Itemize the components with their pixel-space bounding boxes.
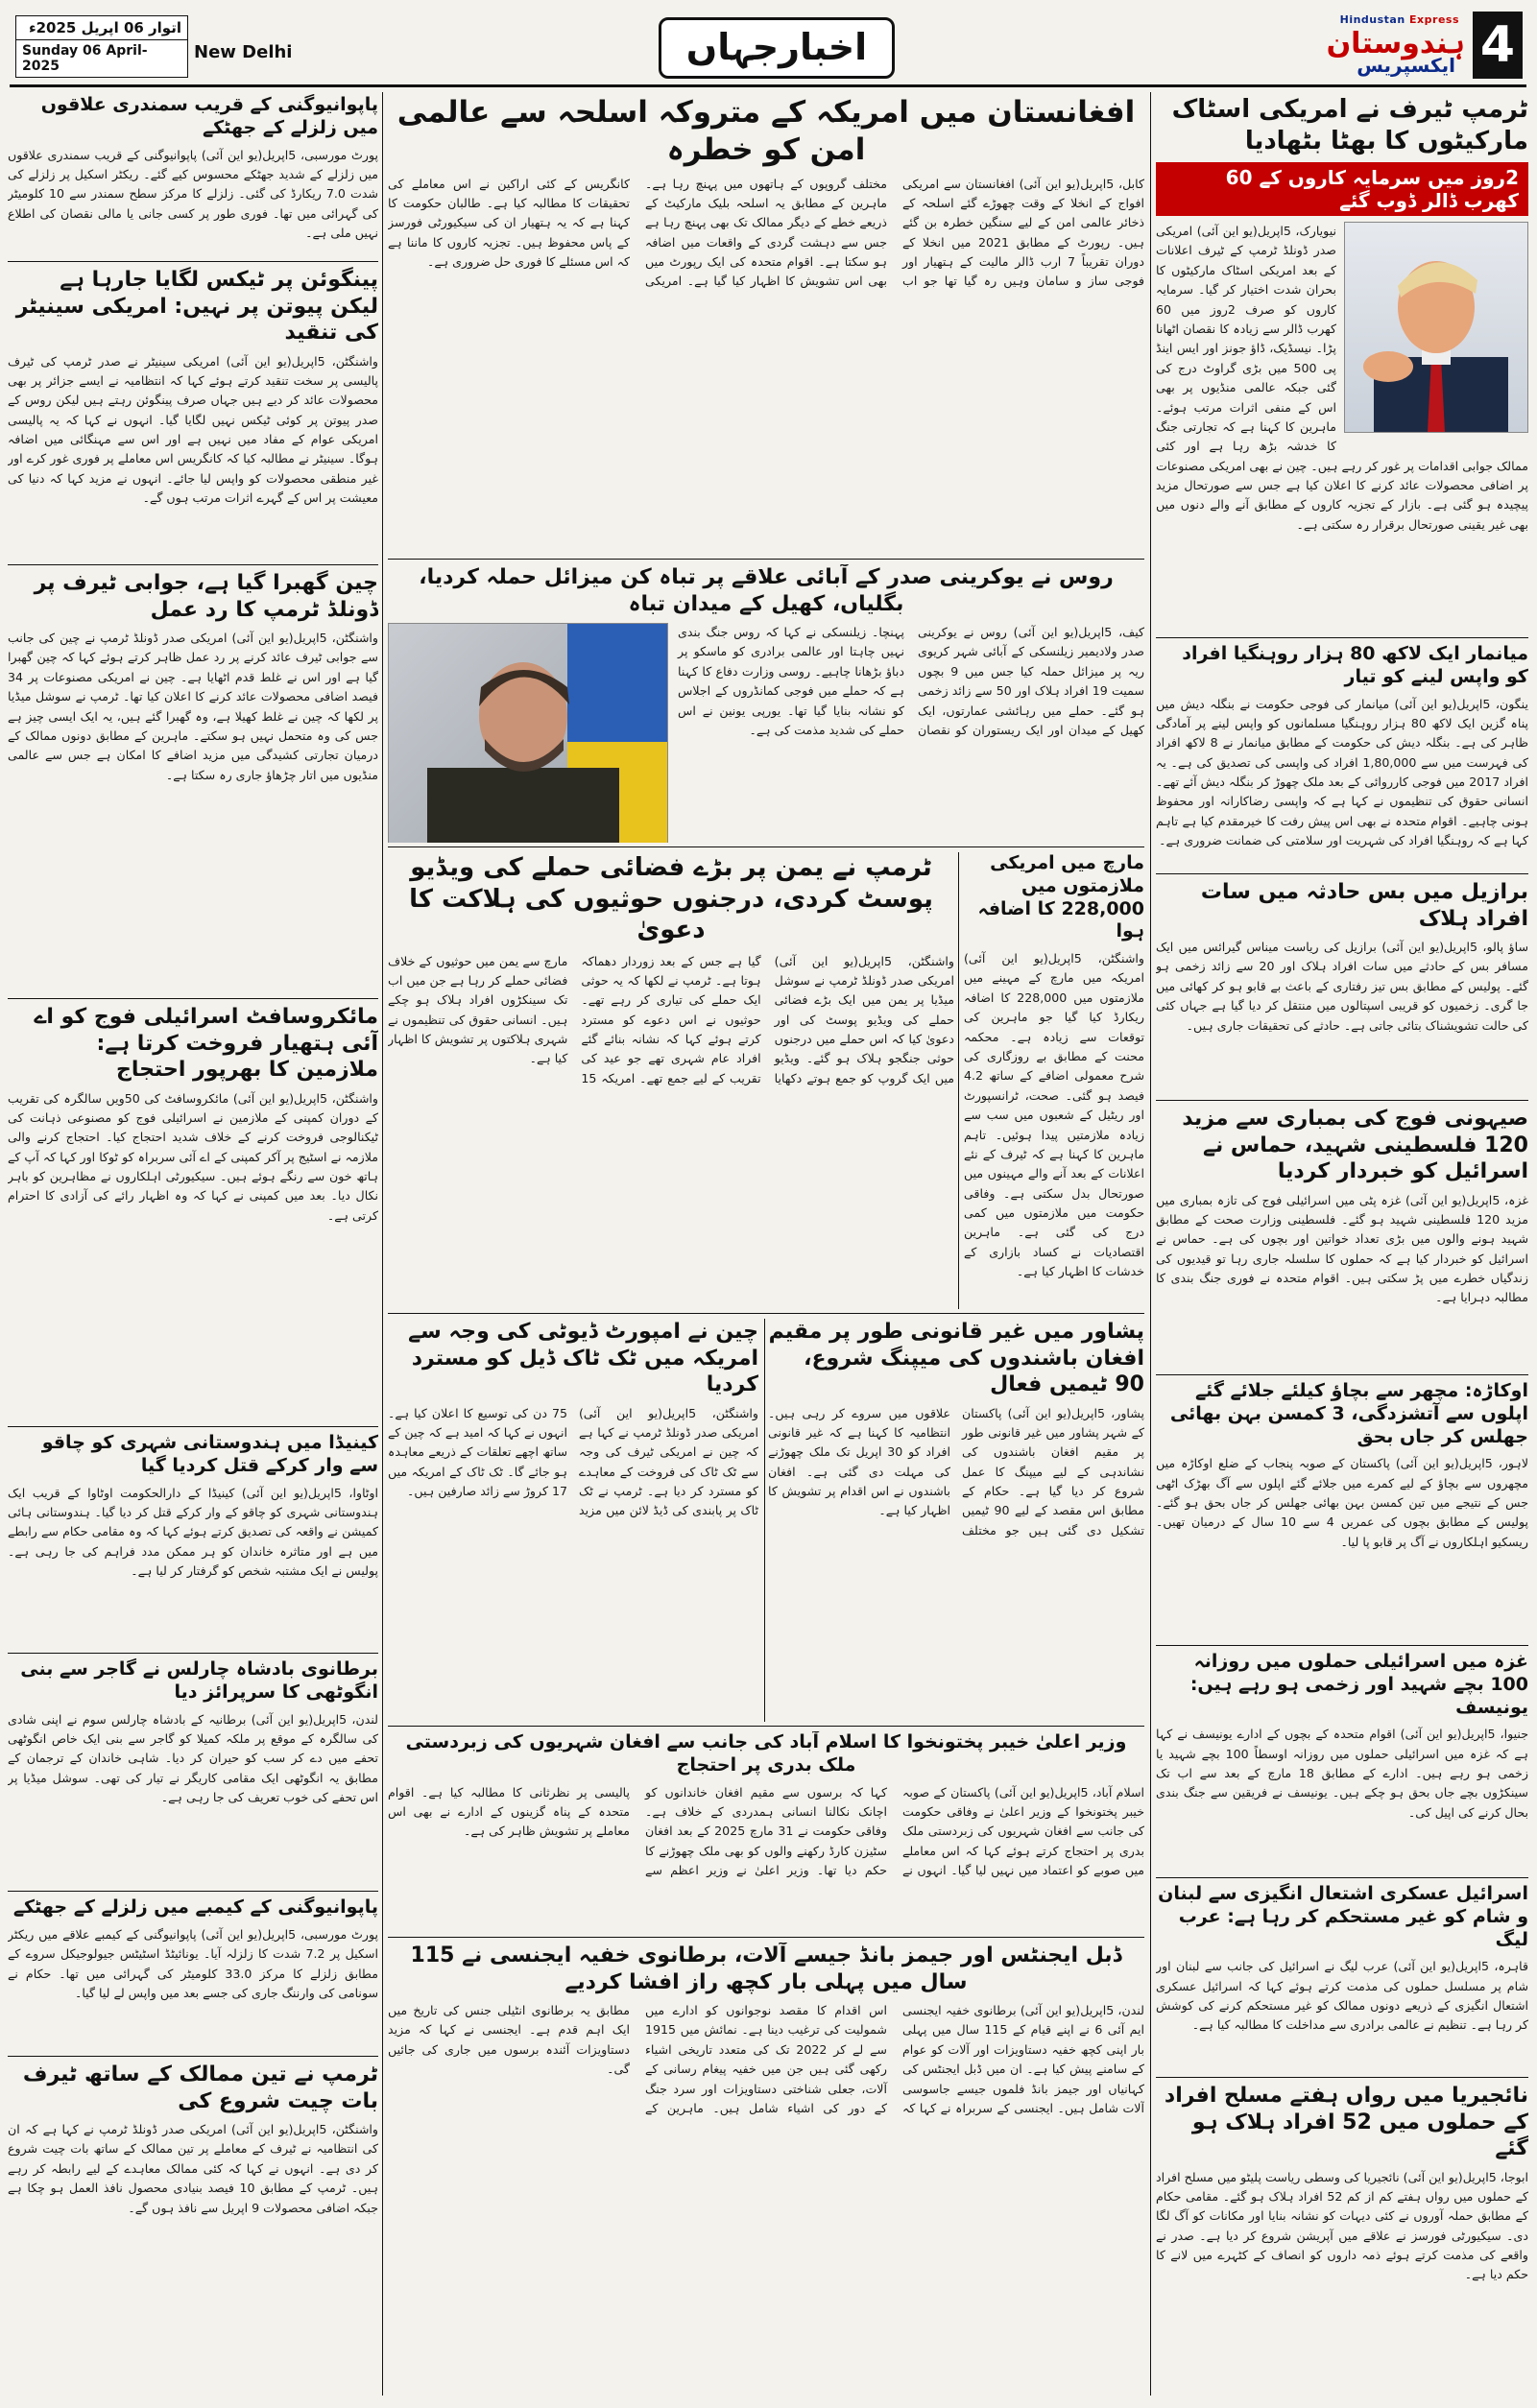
subheadline: 2روز میں سرمایہ کاروں کے 60 کھرب ڈالر ڈوب گئے — [1156, 162, 1528, 216]
article-king-charles — [8, 1658, 378, 1887]
article-microsoft — [8, 1004, 378, 1422]
headline: روس نے یوکرینی صدر کے آبائی علاقے پر تباہ کن میزائل حملہ کردیا، بگلیاں، کھیل کے میدان تباہ — [419, 565, 1114, 616]
masthead — [10, 6, 1526, 87]
article-us-jobs — [964, 852, 1144, 1309]
headline: چین گھبرا گیا ہے، جوابی ٹیرف پر ڈونلڈ ٹرمپ کا رد عمل — [34, 571, 378, 622]
article-body: واشنگٹن، 5اپریل(یو این آئی) امریکی صدر ڈونلڈ ٹرمپ نے چین کی جانب سے جوابی ٹیرف عائد کرنے پر رد عمل ظاہر کرتے ہوئے کہا کہ چین گھبرا گیا ہے اور اس نے غلط قدم اٹھایا ہے۔ چین نے امریکی مصنوعات پر 34 فیصد اضافی محصولات عائد کرنے کا اعلان کیا تھا۔ ٹرمپ نے سوشل میڈیا پر لکھا کہ چین نے غلط کھیلا ہے، وہ گھبرا گئے ہیں، یہ ایک ایسی چیز ہے جس کی وہ متحمل نہیں ہو سکتے۔ ماہرین کے مطابق دونوں ممالک کے درمیان تجارتی کشیدگی میں مزید اضافے کا امکان ہے جس سے عالمی منڈیوں میں اتار چڑھاؤ جاری رہ سکتا ہے۔ — [8, 631, 378, 782]
article-body: واشنگٹن، 5اپریل(یو این آئی) امریکی صدر ڈونلڈ ٹرمپ نے کہا ہے کہ ان کی انتظامیہ نے ٹیرف کے معاملے پر تین ممالک کے ساتھ بات چیت شروع کر دی ہے۔ انہوں نے کہا کہ کئی ممالک معاہدے کے لیے رابطہ کر رہے ہیں۔ ٹرمپ کے مطابق 10 فیصد بنیادی محصول نافذ العمل ہو چکا ہے جبکہ اضافی محصولات 9 اپریل سے نافذ ہوں گے۔ — [8, 2122, 378, 2215]
article-body: ینگون، 5اپریل(یو این آئی) میانمار کی فوجی حکومت نے بنگلہ دیش میں پناہ گزین ایک لاکھ 80 ہزار روہنگیا مسلمانوں کو واپس لینے پر آمادگی ظاہر کی ہے۔ بنگلہ دیش کی حکومت کے مطابق میانمار نے 8 لاکھ افراد کی فہرست میں سے 1,80,000 افراد کی واپسی کی تصدیق کی ہے۔ یہ افراد 2017 میں فوجی کارروائی کے بعد ملک چھوڑ کر بنگلہ دیش آئے تھے۔ انسانی حقوق کی تنظیموں نے کہا ہے کہ واپسی رضاکارانہ اور محفوظ ہونی چاہیے۔ اقوام متحدہ نے بھی اس پیش رفت کا خیرمقدم کیا ہے تاہم کہا ہے کہ روہنگیا افراد کی شہریت اور سلامتی کی ضمانت ضروری ہے۔ — [1156, 696, 1528, 848]
headline: وزیر اعلیٰ خیبر پختونخوا کا اسلام آباد کی جانب سے افغان شہریوں کی زبردستی ملک بدری پر احتجاج — [405, 1731, 1127, 1776]
article-kp-cm — [388, 1731, 1144, 1933]
article-body: پورٹ مورسبی، 5اپریل(یو این آئی) پاپوانیوگنی کے قریب سمندری علاقوں میں زلزلے کے شدید جھٹکے محسوس کیے گئے۔ ریکٹر اسکیل پر زلزلے کی شدت 7.0 ریکارڈ کی گئی۔ زلزلے کا مرکز سطح سمندر سے 10 کلومیٹر کی گہرائی میں تھا۔ فوری طور پر کسی جانی یا مالی نقصان کی اطلاع نہیں ملی ہے۔ — [8, 147, 378, 241]
article-gaza-100 — [1156, 1651, 1528, 1873]
article-body: کیف، 5اپریل(یو این آئی) روس نے یوکرینی صدر ولادیمیر زیلنسکی کے آبائی شہر کریوی ریہ پر میزائل حملہ کیا جس میں 9 بچوں سمیت 19 افراد ہلاک اور 50 سے زائد زخمی ہو گئے۔ حملے میں رہائشی عمارتوں، ایک کھیل کے میدان اور ایک ریستوران کو نقصان پہنچا۔ زیلنسکی نے کہا کہ روس جنگ بندی نہیں چاہتا اور عالمی برادری کو ماسکو پر دباؤ بڑھانا چاہیے۔ روسی وزارت دفاع کا کہنا ہے کہ حملے میں فوجی کمانڈروں کے اجلاس کو نشانہ بنایا گیا تھا۔ یورپی یونین نے اس حملے کی شدید مذمت کی ہے۔ — [678, 625, 1144, 737]
article-body: واشنگٹن، 5اپریل(یو این آئی) مائکروسافٹ کی 50ویں سالگرہ کی تقریب کے دوران کمپنی کے ملازمین نے اسرائیلی فوج کو مصنوعی ذہانت کی ٹیکنالوجی فروخت کرنے کے خلاف شدید احتجاج کیا۔ احتجاج کرنے والی ملازمہ نے اسٹیج پر آکر کمپنی کے اے آئی سربراہ کو ٹوکا اور کہا کہ آپ کے ہاتھ خون سے رنگے ہوئے ہیں۔ سیکیورٹی اہلکاروں نے مظاہرین کو باہر نکال دیا۔ بعد میں کمپنی نے کہا کہ وہ اظہار رائے کی آزادی کا احترام کرتی ہے۔ — [8, 1090, 378, 1223]
date-box — [15, 15, 188, 78]
headline: ڈبل ایجنٹس اور جیمز بانڈ جیسے آلات، برطانوی خفیہ ایجنسی نے 115 سال میں پہلی بار کچھ راز افشا کردیے — [410, 1943, 1122, 1994]
headline: اسرائیل عسکری اشتعال انگیزی سے لبنان و شام کو غیر مستحکم کر رہا ہے: عرب لیگ — [1158, 1883, 1528, 1950]
headline: غزہ میں اسرائیلی حملوں میں روزانہ 100 بچے شہید اور زخمی ہو رہے ہیں: یونیسف — [1189, 1651, 1528, 1718]
headline: افغانستان میں امریکہ کے متروکہ اسلحہ سے عالمی امن کو خطرہ — [396, 95, 1136, 167]
article-trump-yemen — [388, 852, 954, 1309]
headline: پینگوئن پر ٹیکس لگایا جارہا ہے لیکن پیوتن پر نہیں: امریکی سینیٹر کی تنقید — [15, 268, 378, 345]
article-body: لاہور، 5اپریل(یو این آئی) پاکستان کے صوبہ پنجاب کے ضلع اوکاڑہ میں مچھروں سے بچاؤ کے لیے کمرے میں جلائے گئے اپلوں سے آگ بھڑک اٹھی جس کے نتیجے میں تین کمسن بہن بھائی جھلس کر جاں بحق ہو گئے۔ پولیس کے مطابق بچوں کی عمریں 4 سے 10 سال کے درمیان تھیں۔ ریسکیو اہلکاروں نے آگ پر قابو پا لیا۔ — [1156, 1456, 1528, 1549]
section-title: اخبارجہاں — [659, 17, 895, 79]
article-uk-intelligence — [388, 1943, 1144, 2399]
article-papua-quake — [8, 94, 378, 257]
column-rule — [382, 92, 383, 2396]
headline: اوکاڑہ: مچھر سے بچاؤ کیلئے جلائے گئے اپلوں سے آتشزدگی، 3 کمسن بہن بھائی جھلس کر جاں بحق — [1169, 1380, 1528, 1447]
article-body: لندن، 5اپریل(یو این آئی) برطانوی خفیہ ایجنسی ایم آئی 6 نے اپنے قیام کے 115 سال میں پہلی بار اپنی کچھ خفیہ دستاویزات اور آلات کو عوام کے سامنے پیش کیا ہے۔ ان میں ڈبل ایجنٹس کی کہانیاں اور جیمز بانڈ فلموں جیسے جاسوسی آلات شامل ہیں۔ ایجنسی کے سربراہ نے کہا کہ اس اقدام کا مقصد نوجوانوں کو ادارے میں شمولیت کی ترغیب دینا ہے۔ نمائش میں 1915 سے لے کر 2022 تک کی متعدد تاریخی اشیاء رکھی گئی ہیں جن میں خفیہ پیغام رسانی کے آلات، جعلی شناختی دستاویزات اور سرد جنگ کے دور کی اشیاء شامل ہیں۔ ماہرین کے مطابق یہ برطانوی انٹیلی جنس کی تاریخ میں ایک اہم قدم ہے۔ ایجنسی نے کہا کہ مزید دستاویزات آئندہ برسوں میں جاری کی جائیں گی۔ — [388, 2003, 1144, 2115]
article-body: واشنگٹن، 5اپریل(یو این آئی) امریکی صدر ڈونلڈ ٹرمپ نے سوشل میڈیا پر یمن میں ایک بڑے فضائی حملے کی ویڈیو پوسٹ کی اور دعویٰ کیا کہ اس حملے میں درجنوں حوثی جنگجو ہلاک ہو گئے۔ ویڈیو میں ایک گروپ کو جمع ہوتے دکھایا گیا ہے جس کے بعد زوردار دھماکہ ہوتا ہے۔ ٹرمپ نے لکھا کہ یہ حوثی ایک حملے کی تیاری کر رہے تھے۔ حوثیوں نے اس دعوے کو مسترد کرتے ہوئے کہا کہ نشانہ بنائے گئے افراد عام شہری تھے جو عید کی تقریب کے لیے جمع تھے۔ امریکہ 15 مارچ سے یمن میں حوثیوں کے خلاف فضائی حملے کر رہا ہے جن میں اب تک سینکڑوں افراد ہلاک ہو چکے ہیں۔ انسانی حقوق کی تنظیموں نے شہری ہلاکتوں پر تشویش کا اظہار کیا ہے۔ — [388, 953, 954, 1085]
article-trump-tariff — [1156, 94, 1528, 633]
article-body: ساؤ پالو، 5اپریل(یو این آئی) برازیل کی ریاست میناس گیرائس میں ایک مسافر بس کے حادثے میں سات افراد ہلاک اور 20 سے زائد زخمی ہو گئے۔ پولیس کے مطابق بس تیز رفتاری کے باعث بے قابو ہو کر کھائی میں جا گری۔ زخمیوں کو قریبی اسپتالوں میں منتقل کر دیا گیا ہے جہاں کئی کی حالت تشویشناک بتائی جاتی ہے۔ حادثے کی تحقیقات جاری ہیں۔ — [1156, 940, 1528, 1033]
headline: پاپوانیوگنی کے کیمبے میں زلزلے کے جھٹکے — [12, 1896, 378, 1918]
article-body: غزہ، 5اپریل(یو این آئی) غزہ پٹی میں اسرائیلی فوج کی تازہ بمباری میں مزید 120 فلسطینی شہید ہو گئے۔ فلسطینی وزارت صحت کے مطابق شہید ہونے والوں میں بڑی تعداد خواتین اور بچوں کی ہے۔ حماس نے اسرائیل کو خبردار کیا ہے کہ حملوں کا سلسلہ جاری رہا تو قیدیوں کی زندگیاں خطرے میں پڑ سکتی ہیں۔ اقوام متحدہ نے فوری جنگ بندی کا مطالبہ دہرایا ہے۔ — [1156, 1192, 1528, 1305]
article-body: ابوجا، 5اپریل(یو این آئی) نائجیریا کی وسطی ریاست پلیٹو میں مسلح افراد کے حملوں میں رواں ہفتے کم از کم 52 افراد ہلاک ہو گئے۔ مقامی حکام کے مطابق حملہ آوروں نے کئی دیہات کو نشانہ بنایا اور مکانات کو آگ لگا دی۔ سیکیورٹی فورسز نے علاقے میں آپریشن شروع کر دیا ہے۔ صدر نے واقعے کی مذمت کرتے ہوئے ذمہ داروں کو انصاف کے کٹہرے میں لانے کا حکم دیا ہے۔ — [1156, 2169, 1528, 2282]
date-urdu: اتوار 06 اپریل 2025ء — [16, 16, 187, 40]
date-english: Sunday 06 April-2025 — [22, 43, 148, 74]
headline: مارچ میں امریکی ملازمتوں میں 228,000 کا اضافہ ہوا — [977, 852, 1144, 942]
article-body: لندن، 5اپریل(یو این آئی) برطانیہ کے بادشاہ چارلس سوم نے اپنی شادی کی سالگرہ کے موقع پر ملکہ کمیلا کو گاجر سے بنی ایک خاص انگوٹھی تحفے میں دے کر سب کو حیران کر دیا۔ شاہی خاندان کے ترجمان کے مطابق یہ انگوٹھی ایک مقامی کاریگر نے تیار کی تھی۔ سوشل میڈیا پر اس تحفے کی خوب تعریف کی جا رہی ہے۔ — [8, 1711, 378, 1805]
article-papua-quake-2 — [8, 1896, 378, 2052]
article-trump-three-countries — [8, 2062, 378, 2399]
headline: پشاور میں غیر قانونی طور پر مقیم افغان باشندوں کی میپنگ شروع، 90 ٹیمیں فعال — [768, 1320, 1144, 1396]
article-body: پورٹ مورسبی، 5اپریل(یو این آئی) پاپوانیوگنی کے کیمبے علاقے میں ریکٹر اسکیل پر 7.2 شدت کا زلزلہ آیا۔ یونائیٹڈ اسٹیٹس جیولوجیکل سروے کے مطابق زلزلے کا مرکز 33.0 کلومیٹر کی گہرائی میں تھا۔ حکام نے سونامی کی وارننگ جاری کی جسے بعد میں واپس لے لیا گیا۔ — [8, 1926, 378, 2000]
article-body: جنیوا، 5اپریل(یو این آئی) اقوام متحدہ کے بچوں کے ادارے یونیسف نے کہا ہے کہ غزہ میں اسرائیلی حملوں میں روزانہ اوسطاً 100 بچے شہید یا زخمی ہو رہے ہیں۔ ادارے کے مطابق 18 مارچ کے بعد سے اب تک سینکڑوں بچے جاں بحق ہو چکے ہیں۔ یونیسف نے فریقین سے جنگ بندی بحال کرنے کی اپیل کی۔ — [1156, 1727, 1528, 1820]
article-china-panic — [8, 570, 378, 994]
article-myanmar — [1156, 643, 1528, 870]
article-russia-ukraine — [388, 564, 1144, 843]
headline: پاپوانیوگنی کے قریب سمندری علاقوں میں زلزلے کے جھٹکے — [40, 94, 378, 138]
article-penguins — [8, 267, 378, 560]
article-body: اوٹاوا، 5اپریل(یو این آئی) کینیڈا کے دارالحکومت اوٹاوا کے قریب ایک ہندوستانی شہری کو چاقو کے وار کرکے قتل کر دیا گیا۔ ہندوستانی ہائی کمیشن نے واقعہ کی تصدیق کرتے ہوئے کہا کہ وہ مقامی حکام سے رابطے میں ہے اور متاثرہ خاندان کو ہر ممکن مدد فراہم کی جا رہی ہے۔ پولیس نے ایک مشتبہ شخص کو گرفتار کر لیا ہے۔ — [8, 1485, 378, 1579]
column-rule — [1150, 92, 1151, 2396]
headline: مائکروسافٹ اسرائیلی فوج کو اے آئی ہتھیار فروخت کرتا ہے: ملازمین کا بھرپور احتجاج — [34, 1005, 378, 1082]
headline: ٹرمپ ٹیرف نے امریکی اسٹاک مارکیٹوں کا بھٹا بٹھادیا — [1171, 95, 1528, 155]
headline: برازیل میں بس حادثہ میں سات افراد ہلاک — [1200, 880, 1528, 931]
article-body: واشنگٹن، 5اپریل(یو این آئی) امریکی سینیٹر نے صدر ٹرمپ کی ٹیرف پالیسی پر سخت تنقید کرتے ہوئے کہا کہ انتظامیہ نے ایسے جزائر پر بھی محصولات عائد کر دیے ہیں جہاں صرف پینگوئن رہتے ہیں لیکن روس کے صدر پیوتن پر کوئی ٹیکس نہیں لگایا گیا۔ انہوں نے کہا کہ یہ پالیسی امریکی عوام کے مفاد میں نہیں ہے اور اس سے مہنگائی میں اضافہ ہوگا۔ سینیٹر نے مطالبہ کیا کہ کانگریس اس معاملے پر فوری غور کرے اور غیر منطقی محصولات کو واپس لیا جائے۔ انہوں نے مزید کہا کہ دنیا کی معیشت پر اس کے گہرے اثرات مرتب ہوں گے۔ — [8, 353, 378, 506]
zelensky-photo — [388, 623, 668, 843]
article-peshawar — [768, 1319, 1144, 1722]
article-body: اسلام آباد، 5اپریل(یو این آئی) پاکستان کے صوبہ خیبر پختونخوا کے وزیر اعلیٰ نے وفاقی حکومت کی جانب سے افغان شہریوں کی زبردستی ملک بدری پر احتجاج کرتے ہوئے کہا کہ اس معاملے میں صوبے کو اعتماد میں نہیں لیا گیا۔ انہوں نے کہا کہ برسوں سے مقیم افغان خاندانوں کو اچانک نکالنا انسانی ہمدردی کے خلاف ہے۔ وفاقی حکومت نے 31 مارچ 2025 کے بعد افغان سٹیزن کارڈ رکھنے والوں کو بھی ملک چھوڑنے کا حکم دیا تھا۔ وزیر اعلیٰ نے وزیر اعظم سے پالیسی پر نظرثانی کا مطالبہ کیا ہے۔ اقوام متحدہ کے پناہ گزینوں کے ادارے نے بھی اس معاملے پر تشویش ظاہر کی ہے۔ — [388, 1784, 1144, 1878]
article-body: کابل، 5اپریل(یو این آئی) افغانستان سے امریکی افواج کے انخلا کے وقت چھوڑے گئے اسلحہ کے ذخائر عالمی امن کے لیے سنگین خطرہ بن گئے ہیں۔ رپورٹ کے مطابق 2021 میں انخلا کے دوران تقریباً 7 ارب ڈالر مالیت کے ہتھیار اور فوجی ساز و سامان وہیں رہ گیا تھا جو اب مختلف گروپوں کے ہاتھوں میں پہنچ رہا ہے۔ ماہرین کے مطابق یہ اسلحہ بلیک مارکیٹ کے ذریعے خطے کے دیگر ممالک تک بھی پہنچ رہا ہے جس سے دہشت گردی کے واقعات میں اضافہ ہو سکتا ہے۔ اقوام متحدہ کی ایک رپورٹ میں بھی اس تشویش کا اظہار کیا گیا ہے۔ امریکی کانگریس کے کئی اراکین نے اس معاملے کی تحقیقات کا مطالبہ کیا ہے۔ طالبان حکومت کا کہنا ہے کہ یہ ہتھیار ان کی سیکیورٹی فورسز کے پاس محفوظ ہیں۔ تجزیہ کاروں کا ماننا ہے کہ اس مسئلے کا فوری حل ضروری ہے۔ — [388, 176, 1144, 289]
headline: صیہونی فوج کی بمباری سے مزید 120 فلسطینی شہید، حماس نے اسرائیل کو خبردار کردیا — [1182, 1107, 1528, 1183]
article-gaza-120 — [1156, 1106, 1528, 1371]
article-body: واشنگٹن، 5اپریل(یو این آئی) امریکی صدر ڈونلڈ ٹرمپ نے کہا ہے کہ چین نے امریکی ٹیرف کی وجہ سے ٹک ٹاک کی فروخت کے معاہدے کو مسترد کر دیا ہے۔ ٹرمپ نے ٹک ٹاک پر پابندی کی ڈیڈ لائن میں مزید 75 دن کی توسیع کا اعلان کیا ہے۔ انہوں نے کہا کہ امید ہے کہ چین کے ساتھ اچھے تعلقات کے ذریعے معاہدہ ہو جائے گا۔ ٹک ٹاک کے امریکہ میں 17 کروڑ سے زائد صارفین ہیں۔ — [388, 1405, 758, 1518]
article-okara — [1156, 1380, 1528, 1641]
headline: برطانوی بادشاہ چارلس نے گاجر سے بنی انگوٹھی کا سرپرائز دیا — [20, 1658, 378, 1703]
headline: نائجیریا میں رواں ہفتے مسلح افراد کے حملوں میں 52 افراد ہلاک ہو گئے — [1164, 2084, 1528, 2160]
trump-photo — [1344, 222, 1528, 433]
logo-english: Hindustan Express — [1339, 13, 1459, 26]
headline: چین نے امپورٹ ڈیوٹی کی وجہ سے امریکہ میں ٹک ٹاک ڈیل کو مسترد کردیا — [408, 1320, 758, 1396]
article-nigeria — [1156, 2083, 1528, 2399]
article-canada — [8, 1432, 378, 1649]
trump-portrait-icon — [1345, 223, 1527, 432]
article-israel-lebanon — [1156, 1883, 1528, 2073]
article-body: واشنگٹن، 5اپریل(یو این آئی) امریکہ میں مارچ کے مہینے میں ملازمتوں میں 228,000 کا اضافہ ریکارڈ کیا گیا جو ماہرین کی توقعات سے زیادہ ہے۔ محکمہ محنت کے مطابق بے روزگاری کی شرح معمولی اضافے کے ساتھ 4.2 فیصد ہو گئی۔ صحت، ٹرانسپورٹ اور ریٹیل کے شعبوں میں سب سے زیادہ ملازمتیں پیدا ہوئیں۔ تاہم ماہرین کا کہنا ہے کہ ٹیرف کے نئے اعلانات کے بعد آنے والے مہینوں میں صورتحال بدل سکتی ہے۔ وفاقی حکومت میں ملازمتوں میں کمی درج کی گئی ہے۔ ماہرین اقتصادیات نے کساد بازاری کے خدشات کا اظہار کیا ہے۔ — [964, 951, 1144, 1279]
edition-city: New Delhi — [194, 42, 293, 62]
newspaper-logo — [1311, 12, 1465, 77]
article-china-tiktok — [388, 1319, 758, 1722]
headline: ٹرمپ نے یمن پر بڑے فضائی حملے کی ویڈیو پوسٹ کردی، درجنوں حوثیوں کی ہلاکت کا دعویٰ — [409, 853, 933, 944]
headline: میانمار ایک لاکھ 80 ہزار روہنگیا افراد کو واپس لینے کو تیار — [1182, 643, 1528, 687]
headline: کینیڈا میں ہندوستانی شہری کو چاقو سے وار کرکے قتل کردیا گیا — [41, 1432, 378, 1476]
article-brazil — [1156, 879, 1528, 1096]
article-body: قاہرہ، 5اپریل(یو این آئی) عرب لیگ نے اسرائیل کی جانب سے لبنان اور شام پر مسلسل حملوں کی مذمت کرتے ہوئے کہا کہ اسرائیل عسکری اشتعال انگیزی کے ذریعے دونوں ممالک کو غیر مستحکم کرنے کی کوشش کر رہا ہے۔ تنظیم نے عالمی برادری سے مداخلت کا مطالبہ کیا ہے۔ — [1156, 1959, 1528, 2033]
logo-urdu-express: ایکسپریس — [1357, 54, 1455, 77]
article-afghanistan — [388, 94, 1144, 555]
article-body: پشاور، 5اپریل(یو این آئی) پاکستان کے شہر پشاور میں غیر قانونی طور پر مقیم افغان باشندوں کی نشاندہی کے لیے میپنگ کا عمل شروع کر دیا گیا ہے۔ حکام کے مطابق اس مقصد کے لیے 90 ٹیمیں تشکیل دی گئی ہیں جو مختلف علاقوں میں سروے کر رہی ہیں۔ انتظامیہ کا کہنا ہے کہ غیر قانونی افراد کو 30 اپریل تک ملک چھوڑنے کی مہلت دی گئی ہے۔ افغان باشندوں نے اس اقدام پر تشویش کا اظہار کیا ہے۔ — [768, 1405, 1144, 1538]
logo-urdu-hindustan: ہندوستان — [1326, 27, 1465, 60]
article-body: نیویارک، 5اپریل(یو این آئی) امریکی صدر ڈونلڈ ٹرمپ کے ٹیرف اعلانات کے بعد امریکی اسٹاک مارکیٹوں کا بحران شدت اختیار کر گیا۔ سرمایہ کاروں کو صرف 2روز میں 60 کھرب ڈالر سے زیادہ کا نقصان اٹھانا پڑا۔ نیسڈیک، ڈاؤ جونز اور ایس اینڈ پی 500 میں بڑی گراوٹ درج کی گئی جبکہ عالمی منڈیوں پر بھی اس کے منفی اثرات مرتب ہوئے۔ ماہرین کا کہنا ہے کہ تجارتی جنگ کا خدشہ بڑھ رہا ہے اور کئی ممالک جوابی اقدامات پر غور کر رہے ہیں۔ چین نے بھی امریکی مصنوعات پر اضافی محصولات عائد کرنے کا اعلان کیا ہے جس سے صورتحال مزید پیچیدہ ہو گئی ہے۔ بازار کے تجزیہ کاروں کے مطابق آنے والے دنوں میں بھی غیر یقینی صورتحال برقرار رہ سکتی ہے۔ — [1156, 224, 1528, 532]
page-number: 4 — [1473, 12, 1523, 79]
headline: ٹرمپ نے تین ممالک کے ساتھ ٹیرف بات چیت شروع کی — [22, 2062, 378, 2113]
zelensky-portrait-icon — [389, 624, 667, 843]
